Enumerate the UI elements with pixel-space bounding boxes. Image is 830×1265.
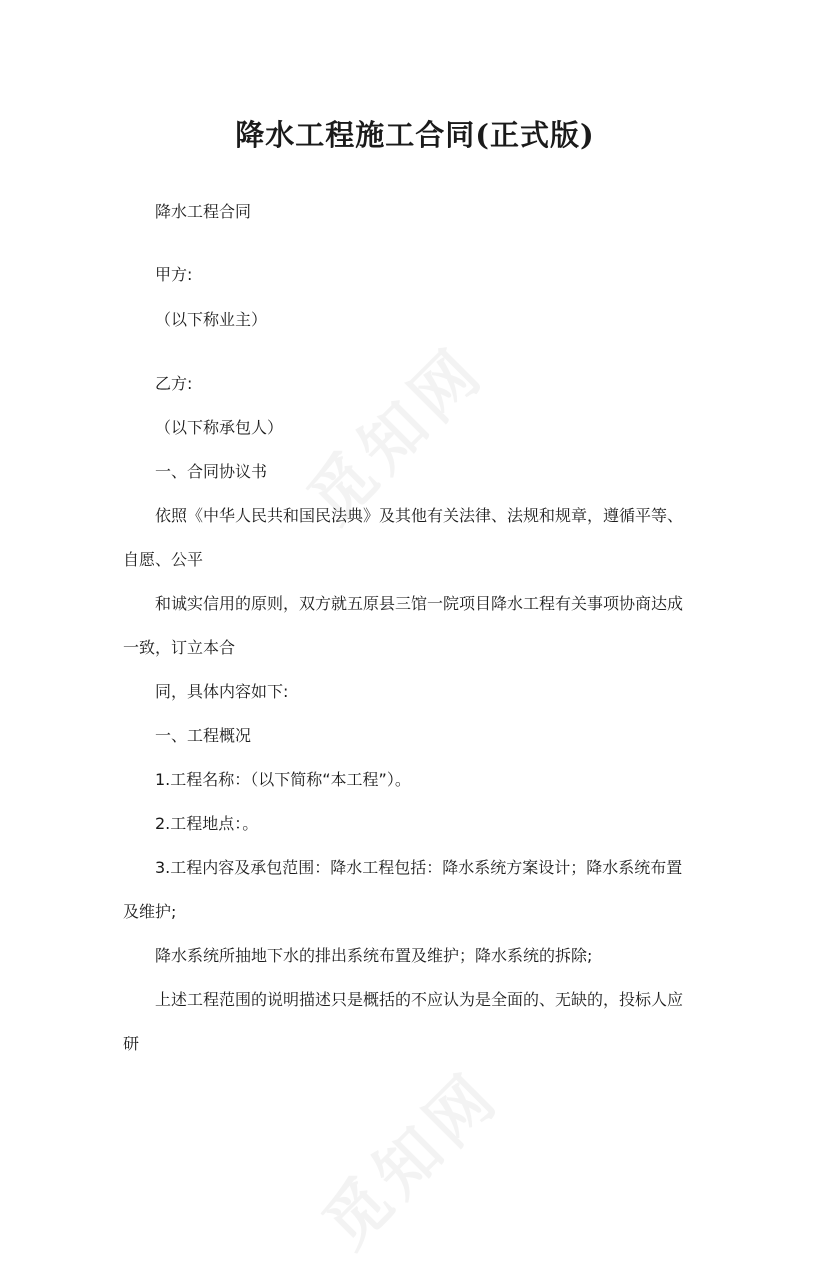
watermark xyxy=(299,1047,517,1265)
party-b-label: 乙方: xyxy=(155,374,193,393)
party-b-note: （以下称承包人） xyxy=(155,418,284,437)
paragraph-line: 和诚实信用的原则，双方就五原县三馆一院项目降水工程有关事项协商达成 xyxy=(155,594,684,613)
paragraph-line: 降水系统所抽地下水的排出系统布置及维护；降水系统的拆除; xyxy=(155,946,593,965)
paragraph-line: 一致，订立本合 xyxy=(123,638,236,657)
section-heading: 一、合同协议书 xyxy=(155,462,268,481)
paragraph-line: 研 xyxy=(123,1034,140,1053)
list-item: 2.工程地点：。 xyxy=(155,814,259,833)
paragraph-line: 自愿、公平 xyxy=(123,550,204,569)
contract-subtitle: 降水工程合同 xyxy=(155,202,252,221)
section-heading: 一、工程概况 xyxy=(155,726,252,745)
list-item: 3.工程内容及承包范围：降水工程包括：降水系统方案设计；降水系统布置 xyxy=(155,858,683,877)
paragraph-line: 同，具体内容如下: xyxy=(155,682,289,701)
list-item: 1.工程名称：（以下简称“本工程”）。 xyxy=(155,770,411,789)
paragraph-line: 依照《中华人民共和国民法典》及其他有关法律、法规和规章，遵循平等、 xyxy=(155,506,684,525)
party-a-note: （以下称业主） xyxy=(155,310,268,329)
party-a-label: 甲方: xyxy=(155,265,193,284)
paragraph-line: 及维护; xyxy=(123,902,177,921)
paragraph-line: 上述工程范围的说明描述只是概括的不应认为是全面的、无缺的，投标人应 xyxy=(155,990,684,1009)
document-title: 降水工程施工合同(正式版) xyxy=(235,118,595,152)
